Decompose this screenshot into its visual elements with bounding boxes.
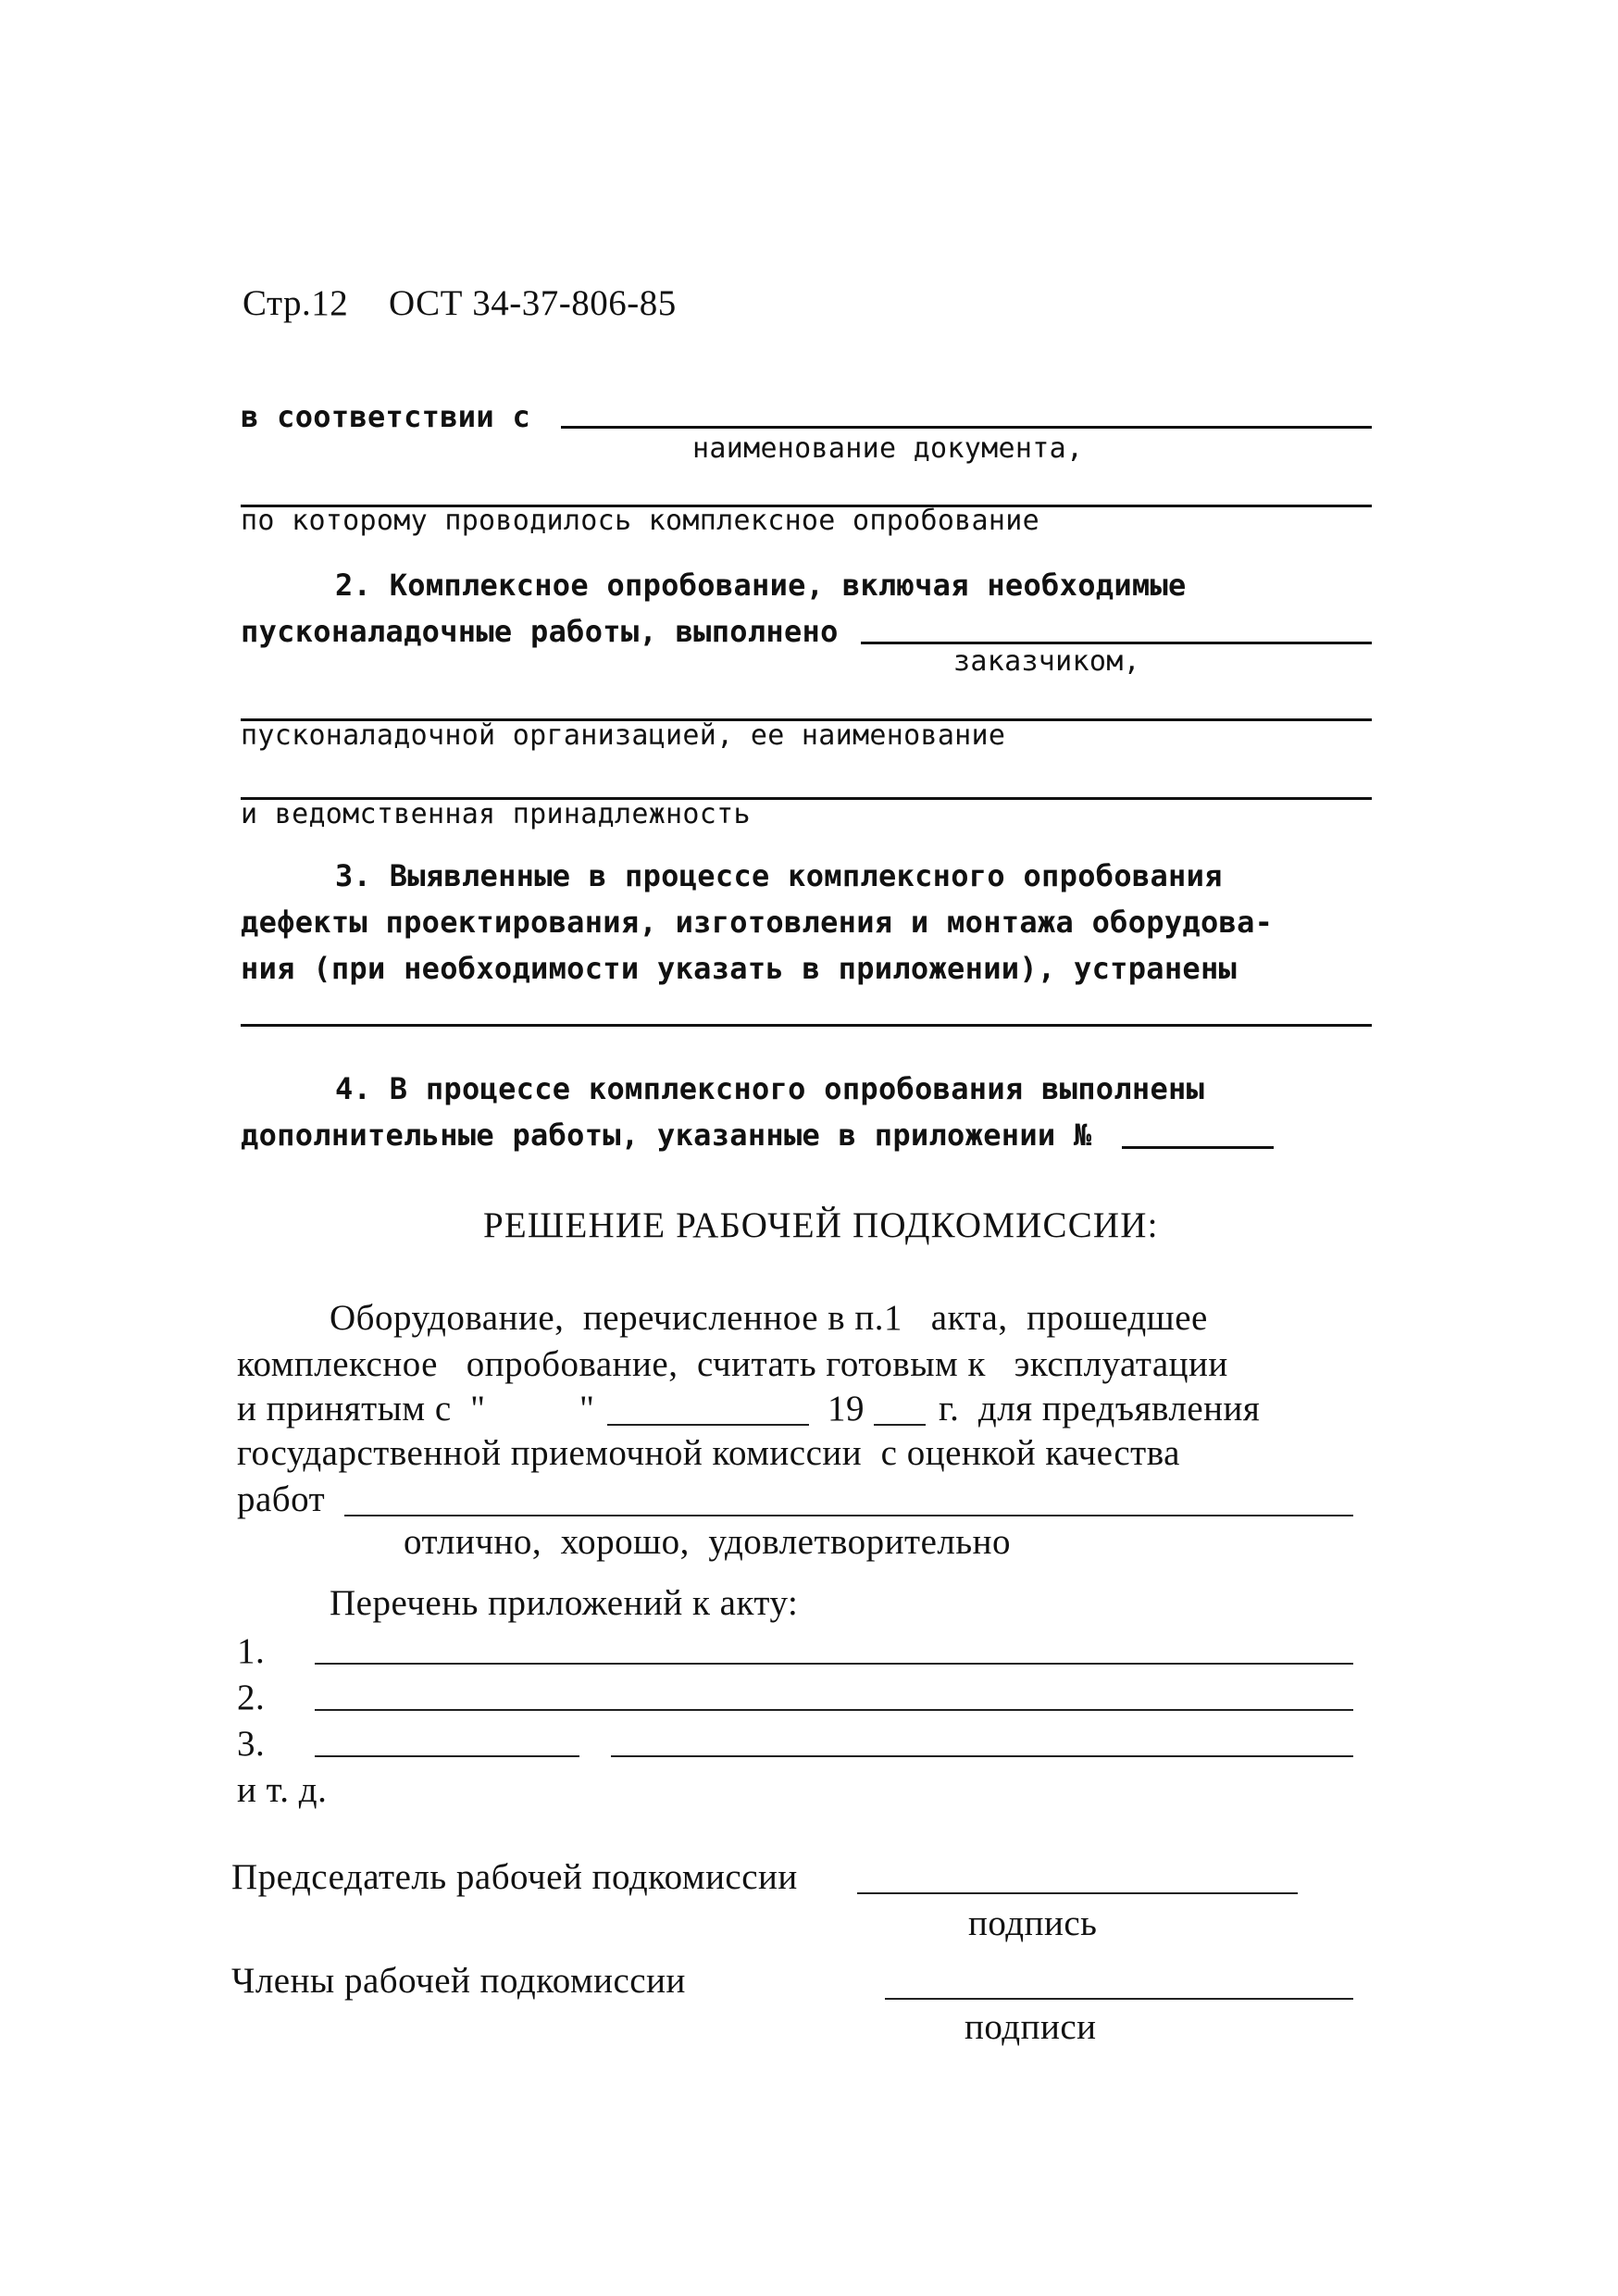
appendix-item-3: 3. xyxy=(237,1724,266,1764)
item2-line1: 2. Комплексное опробование, включая необходимые xyxy=(335,568,1187,603)
item4-line2: дополнительные работы, указанные в приложении № xyxy=(241,1117,1092,1153)
appendix-item-1: 1. xyxy=(237,1631,266,1671)
caption-affiliation: и ведомственная принадлежность xyxy=(241,798,751,830)
defects-line xyxy=(241,1024,1372,1027)
members-label: Члены рабочей подкомиссии xyxy=(231,1961,686,2001)
quality-caption: отлично, хорошо, удовлетворительно xyxy=(404,1522,1012,1562)
chair-signature-caption: подпись xyxy=(968,1903,1098,1943)
accordance-label: в соответствии с xyxy=(241,399,531,434)
decision-p1: Оборудование, перечисленное в п.1 акта, прошедшее xyxy=(330,1298,1208,1338)
appendices-title: Перечень приложений к акту: xyxy=(330,1583,799,1623)
document-caption-2: по которому проводилось комплексное опробование xyxy=(241,505,1039,537)
members-signature-line xyxy=(885,1998,1353,2000)
appendix-number-line xyxy=(1122,1146,1274,1149)
appendix-item-2: 2. xyxy=(237,1678,266,1717)
decision-p3-a: и принятым с " xyxy=(237,1389,486,1429)
item3-line1: 3. Выявленные в процессе комплексного опробования xyxy=(335,858,1223,893)
date-year-line xyxy=(874,1424,926,1426)
chair-signature-line xyxy=(857,1892,1298,1894)
date-month-line xyxy=(607,1424,809,1426)
decision-p2: комплексное опробование, считать готовым к эксплуатации xyxy=(237,1344,1228,1384)
chair-label: Председатель рабочей подкомиссии xyxy=(231,1857,798,1897)
appendix-line-3a xyxy=(315,1755,579,1757)
document-name-caption: наименование документа, xyxy=(692,432,1084,465)
appendix-line-3b xyxy=(611,1755,1353,1757)
standard-code: ОСТ 34-37-806-85 xyxy=(389,283,677,323)
decision-year-prefix: 19 xyxy=(828,1389,865,1429)
page-number: Стр.12 xyxy=(243,283,349,323)
decision-p4: государственной приемочной комиссии с оценкой качества xyxy=(237,1433,1180,1473)
decision-title: РЕШЕНИЕ РАБОЧЕЙ ПОДКОМИССИИ: xyxy=(483,1205,1159,1245)
members-signature-caption: подписи xyxy=(965,2007,1097,2047)
appendix-line-1 xyxy=(315,1663,1353,1665)
document-name-line xyxy=(561,426,1372,429)
decision-p5: работ xyxy=(237,1479,326,1519)
appendix-etc: и т. д. xyxy=(237,1770,328,1810)
appendix-line-2 xyxy=(315,1709,1353,1711)
item2-line2: пусконаладочные работы, выполнено xyxy=(241,614,839,649)
caption-organization: пусконаладочной организацией, ее наименование xyxy=(241,719,1006,752)
item3-line2: дефекты проектирования, изготовления и монтажа оборудова- xyxy=(241,905,1274,940)
caption-customer: заказчиком, xyxy=(953,645,1140,678)
decision-p3-c: г. для предъявления xyxy=(939,1389,1261,1429)
item3-line3: ния (при необходимости указать в приложении), устранены xyxy=(241,951,1238,986)
decision-p3-b: " xyxy=(579,1389,595,1429)
quality-line xyxy=(344,1515,1353,1516)
performer-line xyxy=(861,642,1372,644)
item4-line1: 4. В процессе комплексного опробования выполнены xyxy=(335,1071,1205,1106)
